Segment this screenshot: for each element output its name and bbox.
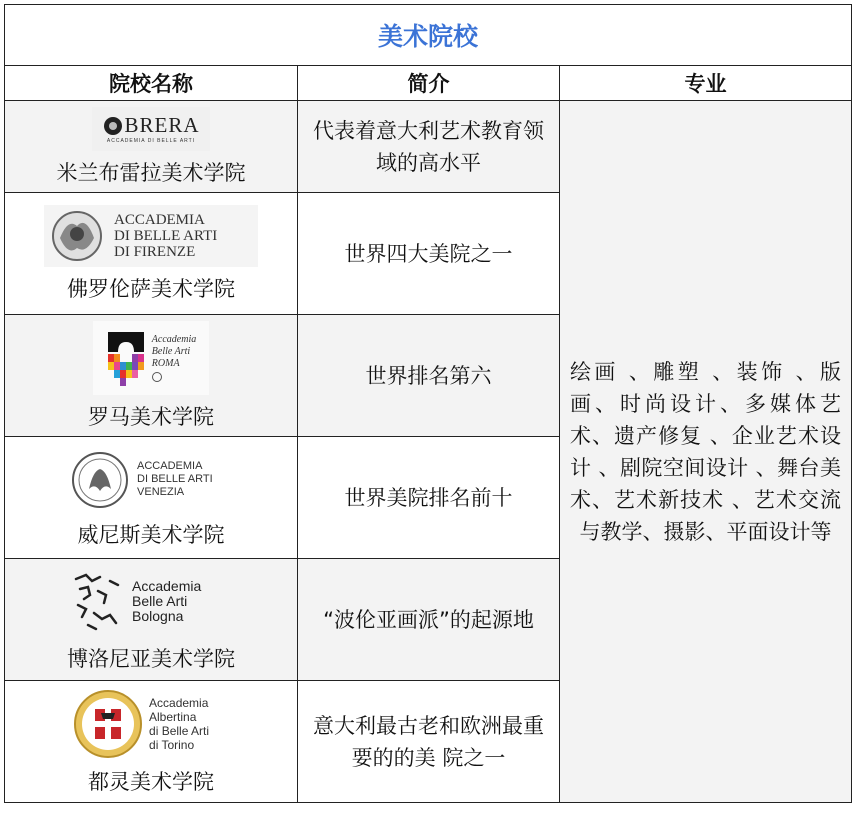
- school-cell: [5, 315, 298, 437]
- torino-logo-line3: di Belle Arti: [149, 723, 210, 738]
- table-title: 美术院校: [5, 5, 852, 66]
- venezia-logo-line1: ACCADEMIA: [137, 460, 203, 472]
- roma-logo-line2: Belle Arti: [151, 345, 191, 357]
- brera-logo-text: BRERA: [124, 113, 200, 137]
- majors-cell: 绘画 、雕塑 、装饰 、版画、时尚设计、多媒体艺术、遗产修复 、企业艺术设计 、剧院空间设计 、舞台美术、艺术新技术 、艺术交流与教学、摄影、平面设计等: [559, 101, 851, 803]
- torino-logo-line2: Albertina: [149, 709, 197, 724]
- header-name: 院校名称: [5, 66, 298, 101]
- school-intro: 意大利最古老和欧洲最重要的的美 院之一: [298, 681, 560, 803]
- florence-crest-icon: [48, 208, 106, 264]
- school-name: 罗马美术学院: [88, 404, 215, 429]
- school-cell: [5, 193, 298, 315]
- table-wrapper: [4, 4, 852, 803]
- firenze-logo-line3: DI FIRENZE: [114, 243, 196, 260]
- roma-logo-line3: ROMA: [151, 357, 180, 369]
- school-name: 都灵美术学院: [88, 769, 215, 794]
- school-name: 佛罗伦萨美术学院: [67, 276, 236, 301]
- school-name: 米兰布雷拉美术学院: [56, 160, 246, 185]
- school-cell: [5, 437, 298, 559]
- school-intro: 代表着意大利艺术教育领域的高水平: [298, 101, 560, 193]
- brera-logo-sub: ACCADEMIA DI BELLE ARTI: [106, 138, 196, 144]
- school-cell: [5, 101, 298, 193]
- bologna-logo-line3: Bologna: [132, 608, 184, 624]
- firenze-logo-line1: ACCADEMIA: [114, 211, 205, 228]
- roma-ring-icon: [152, 372, 162, 382]
- torino-logo-line4: di Torino: [149, 737, 195, 752]
- roma-color-arch-icon: [106, 328, 146, 388]
- venezia-logo-line2: DI BELLE ARTI: [137, 473, 213, 485]
- venezia-logo: [5, 447, 297, 513]
- art-schools-table: [4, 4, 852, 803]
- roma-logo-line1: Accademia: [151, 333, 197, 345]
- firenze-logo-line2: DI BELLE ARTI: [114, 227, 218, 244]
- school-intro: 世界四大美院之一: [298, 193, 560, 315]
- brera-emblem-icon: [103, 116, 123, 136]
- bologna-scribble-icon: [70, 569, 130, 635]
- school-intro: “波伦亚画派”的起源地: [298, 559, 560, 681]
- header-intro: 简介: [298, 66, 560, 101]
- torino-logo: [5, 688, 297, 760]
- torino-shield-icon: [73, 689, 143, 759]
- bologna-logo-line2: Belle Arti: [132, 593, 188, 609]
- school-intro: 世界排名第六: [298, 315, 560, 437]
- school-name: 威尼斯美术学院: [77, 522, 225, 547]
- table-row: [5, 101, 852, 193]
- header-major: 专业: [559, 66, 851, 101]
- brera-logo: [5, 107, 297, 151]
- school-name: 博洛尼亚美术学院: [67, 646, 236, 671]
- roma-logo: [5, 321, 297, 395]
- torino-logo-line1: Accademia: [149, 695, 209, 710]
- venezia-logo-line3: VENEZIA: [137, 486, 185, 498]
- venice-seal-icon: [71, 451, 129, 509]
- school-intro: 世界美院排名前十: [298, 437, 560, 559]
- bologna-logo: [5, 567, 297, 637]
- school-cell: [5, 681, 298, 803]
- bologna-logo-line1: Accademia: [132, 578, 202, 594]
- firenze-logo: [5, 205, 297, 267]
- school-cell: [5, 559, 298, 681]
